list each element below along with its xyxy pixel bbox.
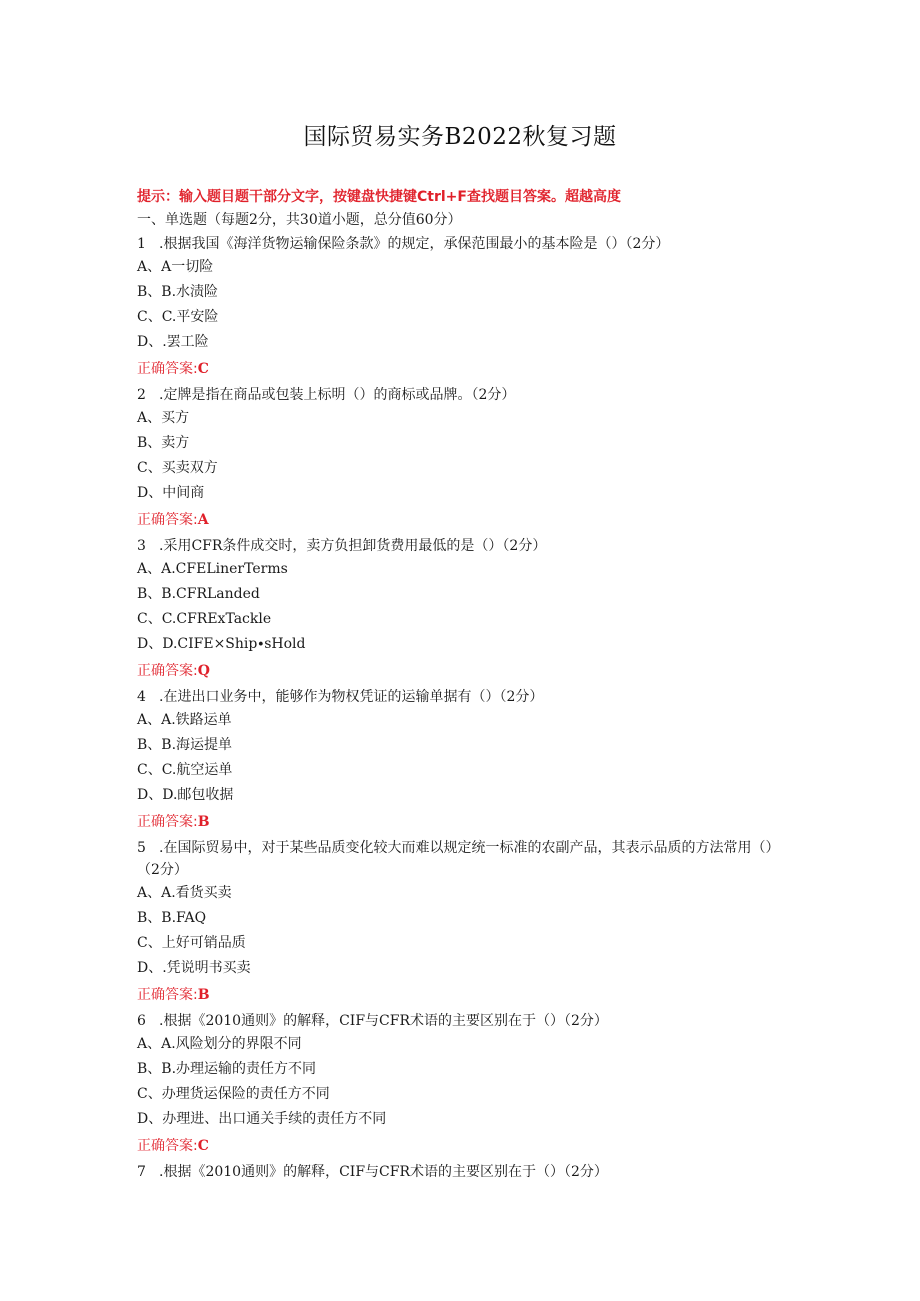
section-heading: 一、单选题（每题2分，共30道小题，总分值60分） bbox=[137, 212, 462, 228]
correct-answer-label: 正确答案: bbox=[137, 663, 198, 679]
question-block bbox=[137, 535, 787, 684]
question-block bbox=[137, 233, 787, 382]
question-number: 5 bbox=[137, 840, 146, 856]
question-text bbox=[137, 1161, 787, 1183]
question-number: 6 bbox=[137, 1013, 146, 1029]
question-number: 3 bbox=[137, 538, 146, 554]
question-stem: .在国际贸易中，对于某些品质变化较大而难以规定统一标准的农副产品，其表示品质的方法常用（）（2分） bbox=[137, 840, 780, 878]
correct-answer bbox=[137, 810, 787, 835]
correct-answer bbox=[137, 357, 787, 382]
correct-answer-label: 正确答案: bbox=[137, 814, 198, 830]
answer-option: D、D.CIFE×Ship∙sHold bbox=[137, 636, 306, 652]
document-title: 国际贸易实务B2022秋复习题 bbox=[303, 124, 617, 150]
question-stem: .根据我国《海洋货物运输保险条款》的规定，承保范围最小的基本险是（）（2分） bbox=[159, 236, 670, 252]
correct-answer-value: Q bbox=[197, 663, 210, 679]
question-stem: .采用CFR条件成交时，卖方负担卸货费用最低的是（）（2分） bbox=[159, 538, 547, 554]
answer-option: D、.罢工险 bbox=[137, 334, 209, 350]
answer-option: B、B.CFRLanded bbox=[137, 586, 260, 602]
answer-option: C、买卖双方 bbox=[137, 460, 218, 476]
answer-option: B、B.FAQ bbox=[137, 910, 207, 926]
answer-option: D、D.邮包收据 bbox=[137, 787, 234, 803]
question-stem: .定牌是指在商品或包装上标明（）的商标或品牌。（2分） bbox=[159, 387, 516, 403]
answer-option: C、C.平安险 bbox=[137, 309, 219, 325]
question-number: 7 bbox=[137, 1164, 146, 1180]
answer-option: A、A.风险划分的界限不同 bbox=[137, 1036, 302, 1052]
question-number: 4 bbox=[137, 689, 146, 705]
question-block bbox=[137, 1010, 787, 1159]
correct-answer-label: 正确答案: bbox=[137, 361, 198, 377]
answer-option: D、.凭说明书买卖 bbox=[137, 960, 251, 976]
question-block bbox=[137, 1161, 787, 1183]
correct-answer-value: C bbox=[197, 361, 209, 377]
answer-option: B、卖方 bbox=[137, 435, 190, 451]
answer-option: C、C.CFRExTackle bbox=[137, 611, 272, 627]
answer-option: A、买方 bbox=[137, 410, 190, 426]
correct-answer-value: A bbox=[197, 512, 209, 528]
correct-answer bbox=[137, 508, 787, 533]
question-text bbox=[137, 535, 787, 557]
correct-answer-label: 正确答案: bbox=[137, 512, 198, 528]
question-block bbox=[137, 686, 787, 835]
question-stem: .根据《2010通则》的解释，CIF与CFR术语的主要区别在于（）（2分） bbox=[159, 1164, 608, 1180]
answer-option: B、B.办理运输的责任方不同 bbox=[137, 1061, 317, 1077]
question-block bbox=[137, 837, 787, 1008]
answer-option: A、A.铁路运单 bbox=[137, 712, 232, 728]
question-block bbox=[137, 384, 787, 533]
answer-option: D、办理进、出口通关手续的责任方不同 bbox=[137, 1111, 387, 1127]
question-list bbox=[137, 233, 787, 1185]
question-stem: .在进出口业务中，能够作为物权凭证的运输单据有（）（2分） bbox=[159, 689, 544, 705]
question-text bbox=[137, 233, 787, 255]
answer-option: C、上好可销品质 bbox=[137, 935, 246, 951]
question-stem: .根据《2010通则》的解释，CIF与CFR术语的主要区别在于（）（2分） bbox=[159, 1013, 608, 1029]
answer-option: A、A.CFELinerTerms bbox=[137, 561, 288, 577]
answer-option: B、B.海运提单 bbox=[137, 737, 233, 753]
answer-option: C、C.航空运单 bbox=[137, 762, 233, 778]
answer-option: A、A.看货买卖 bbox=[137, 885, 232, 901]
question-number: 2 bbox=[137, 387, 146, 403]
search-hint: 提示：输入题目题干部分文字，按键盘快捷键Ctrl+F查找题目答案。超越高度 bbox=[137, 189, 621, 205]
question-text bbox=[137, 837, 787, 881]
question-text bbox=[137, 384, 787, 406]
correct-answer bbox=[137, 659, 787, 684]
correct-answer-value: B bbox=[197, 814, 210, 830]
correct-answer-label: 正确答案: bbox=[137, 1138, 198, 1154]
correct-answer-value: B bbox=[197, 987, 210, 1003]
correct-answer bbox=[137, 983, 787, 1008]
correct-answer-label: 正确答案: bbox=[137, 987, 198, 1003]
answer-option: B、B.水渍险 bbox=[137, 284, 219, 300]
question-number: 1 bbox=[137, 236, 146, 252]
correct-answer bbox=[137, 1134, 787, 1159]
answer-option: C、办理货运保险的责任方不同 bbox=[137, 1086, 330, 1102]
correct-answer-value: C bbox=[197, 1138, 209, 1154]
answer-option: A、A一切险 bbox=[137, 259, 214, 275]
answer-option: D、中间商 bbox=[137, 485, 205, 501]
question-text bbox=[137, 1010, 787, 1032]
question-text bbox=[137, 686, 787, 708]
